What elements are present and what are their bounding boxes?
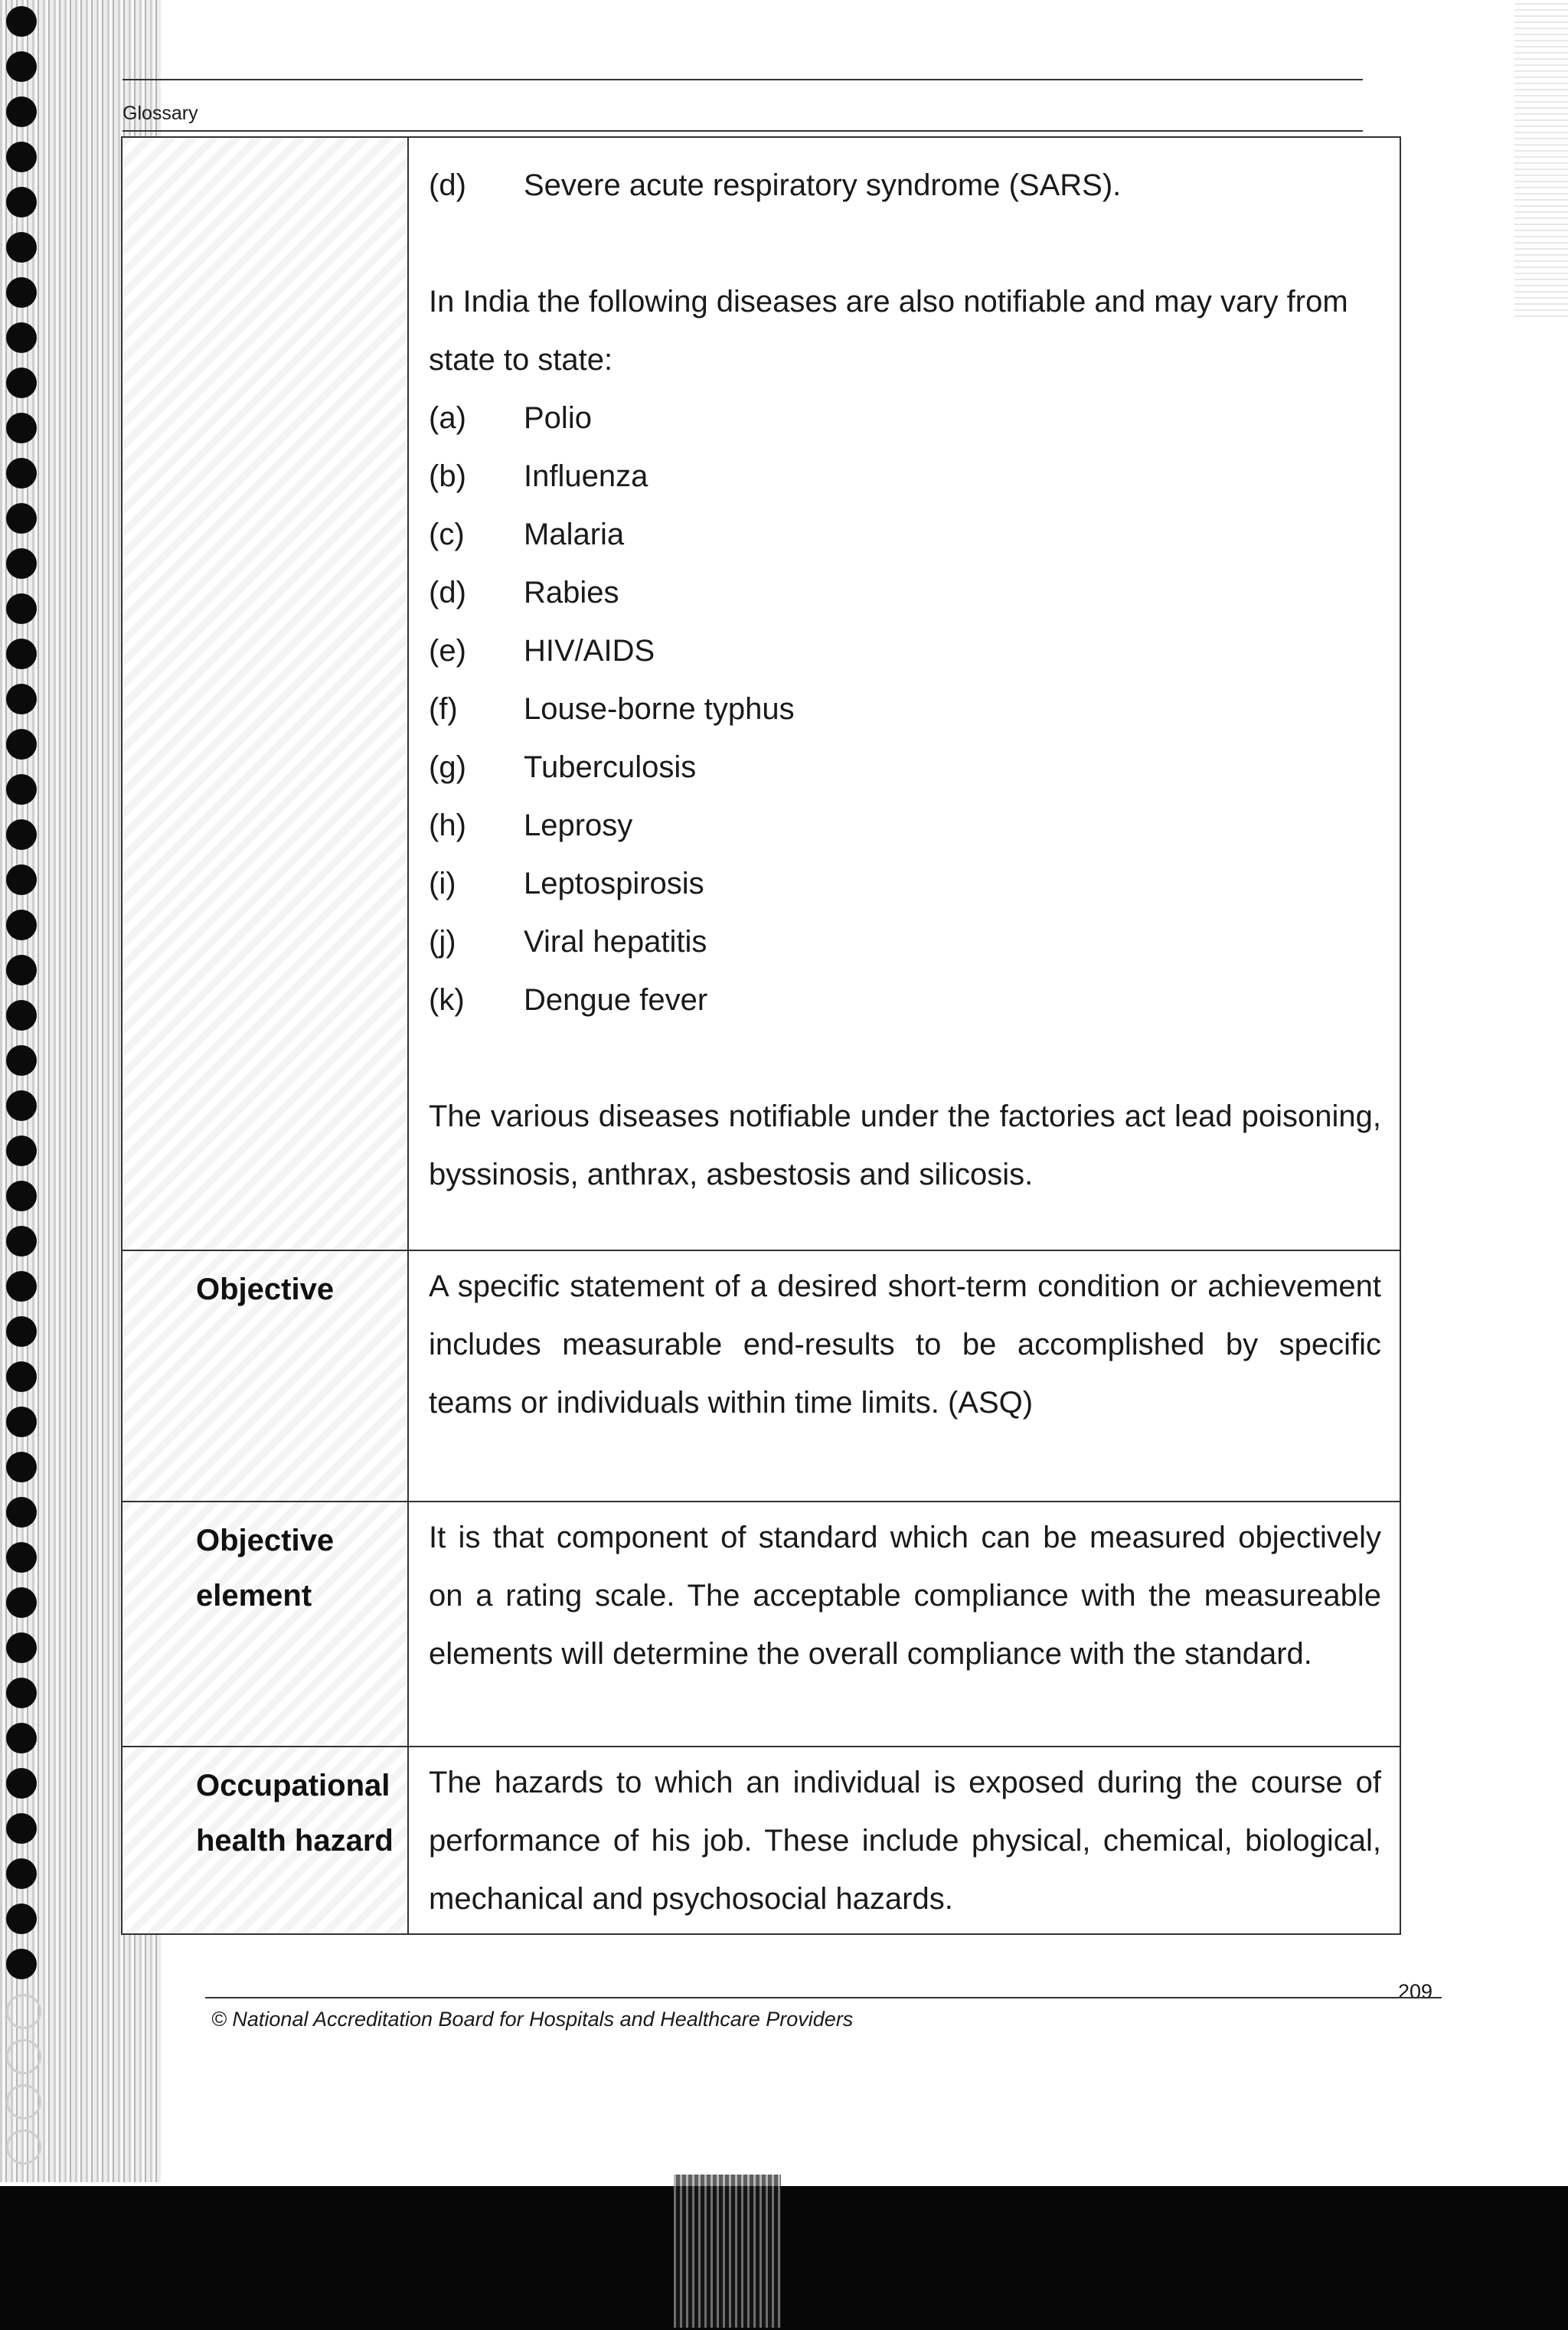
definition-occupational-health-hazard: The hazards to which an individual is exposed during the course of performance of his job. These include physical, chemical, biological, mechanical and psychosocial hazards. xyxy=(429,1766,1381,1916)
punch-hole xyxy=(6,864,37,895)
punch-hole xyxy=(6,187,37,217)
punch-hole xyxy=(6,1994,41,2029)
punch-hole xyxy=(6,1497,37,1528)
row-divider xyxy=(122,1746,1400,1747)
list-item-label: (f) xyxy=(429,692,458,726)
list-item xyxy=(429,855,1381,913)
punch-hole xyxy=(6,684,37,714)
list-item-label: (e) xyxy=(429,634,466,668)
list-item-text: Viral hepatitis xyxy=(524,925,707,959)
list-item-text: Tuberculosis xyxy=(524,750,697,784)
punch-hole xyxy=(6,277,37,308)
punch-hole xyxy=(6,1949,37,1979)
term-objective-element: Objective element xyxy=(196,1524,335,1613)
list-item xyxy=(429,796,1381,855)
punch-hole xyxy=(6,1226,37,1257)
punch-hole xyxy=(6,729,37,760)
punch-hole xyxy=(6,368,37,398)
list-item xyxy=(429,913,1381,971)
punch-hole xyxy=(6,774,37,805)
list-item-text: Severe acute respiratory syndrome (SARS). xyxy=(524,168,1122,202)
list-item xyxy=(429,622,1381,680)
list-item xyxy=(429,389,1381,447)
punch-hole xyxy=(6,1407,37,1437)
list-item-text: Influenza xyxy=(524,459,648,493)
list-item xyxy=(429,447,1381,505)
list-item xyxy=(429,738,1381,796)
punch-hole xyxy=(6,1090,37,1121)
list-item-label: (i) xyxy=(429,867,456,900)
punch-hole xyxy=(6,1000,37,1031)
list-item xyxy=(429,156,1381,214)
header-rule-bottom xyxy=(122,130,1363,132)
punch-hole xyxy=(6,1904,37,1934)
punch-hole xyxy=(6,2039,41,2074)
list-item-text: Leptospirosis xyxy=(524,867,704,900)
footer-copyright: © National Accreditation Board for Hospitals and Healthcare Providers xyxy=(211,2008,854,2031)
punch-hole xyxy=(6,503,37,534)
footer-rule xyxy=(205,1997,1442,1998)
list-item-text: Polio xyxy=(524,401,592,435)
term-objective: Objective xyxy=(196,1273,335,1306)
punch-hole xyxy=(6,819,37,850)
punch-hole xyxy=(6,413,37,443)
page-number: 209 xyxy=(1398,1980,1433,2003)
list-item-label: (d) xyxy=(429,576,466,609)
scan-edge-noise xyxy=(1514,0,1568,322)
punch-hole xyxy=(6,2129,41,2165)
punch-hole xyxy=(6,1587,37,1618)
punch-hole xyxy=(6,1542,37,1573)
punch-hole xyxy=(6,548,37,579)
punch-hole xyxy=(6,1452,37,1482)
list-item-text: Dengue fever xyxy=(524,983,708,1017)
punch-holes xyxy=(6,0,41,2330)
punch-hole xyxy=(6,232,37,263)
punch-hole xyxy=(6,1361,37,1392)
row-divider xyxy=(122,1501,1400,1502)
punch-hole xyxy=(6,1136,37,1166)
punch-hole xyxy=(6,1045,37,1076)
punch-hole xyxy=(6,142,37,172)
notifiable-intro: In India the following diseases are also notifiable and may vary from state to state: xyxy=(429,285,1348,377)
list-item-text: Louse-borne typhus xyxy=(524,692,795,726)
scan-noise xyxy=(674,2175,781,2328)
punch-hole xyxy=(6,1271,37,1302)
punch-hole xyxy=(6,51,37,82)
definition-objective: A specific statement of a desired short-term condition or achievement includes measurable end-results to be accomplished by specific teams or individuals within time limits. (ASQ) xyxy=(429,1270,1381,1420)
list-item xyxy=(429,564,1381,622)
definition-objective-element: It is that component of standard which can be measured objectively on a rating scale. The acceptable compliance with the measureable elements will determine the overall compliance with the standard. xyxy=(429,1521,1381,1671)
punch-hole xyxy=(6,1768,37,1799)
list-item xyxy=(429,680,1381,738)
punch-hole xyxy=(6,458,37,489)
notifiable-list xyxy=(429,389,1381,1029)
punch-hole xyxy=(6,1813,37,1844)
glossary-table xyxy=(121,136,1401,1935)
punch-hole xyxy=(6,910,37,940)
punch-hole xyxy=(6,1723,37,1753)
punch-hole xyxy=(6,593,37,624)
punch-hole xyxy=(6,6,37,37)
list-item xyxy=(429,971,1381,1029)
list-item-label: (a) xyxy=(429,401,466,435)
list-item-label: (b) xyxy=(429,459,466,493)
continued-definition xyxy=(429,156,1381,1204)
list-item-text: Malaria xyxy=(524,518,625,551)
punch-hole xyxy=(6,2084,41,2119)
scan-dark-band xyxy=(0,2186,1568,2330)
list-item-label: (d) xyxy=(429,168,466,202)
list-item-label: (j) xyxy=(429,925,456,959)
punch-hole xyxy=(6,1181,37,1211)
list-item-label: (g) xyxy=(429,750,466,784)
list-item-label: (k) xyxy=(429,983,465,1017)
punch-hole xyxy=(6,955,37,985)
punch-hole xyxy=(6,1678,37,1708)
punch-hole xyxy=(6,1858,37,1889)
notifiable-closing: The various diseases notifiable under the factories act lead poisoning, byssinosis, anthrax, asbestosis and silicosis. xyxy=(429,1100,1381,1191)
term-column xyxy=(122,138,409,1933)
list-item-text: Leprosy xyxy=(524,809,633,842)
punch-hole xyxy=(6,1632,37,1663)
term-occupational-health-hazard: Occupational health hazard xyxy=(196,1769,394,1858)
punch-hole xyxy=(6,1316,37,1347)
list-item-text: HIV/AIDS xyxy=(524,634,655,668)
row-divider xyxy=(122,1250,1400,1251)
list-item-label: (c) xyxy=(429,518,465,551)
punch-hole xyxy=(6,96,37,127)
list-item xyxy=(429,505,1381,564)
punch-hole xyxy=(6,322,37,353)
list-item-label: (h) xyxy=(429,809,466,842)
header-rule-top xyxy=(122,79,1363,80)
list-item-text: Rabies xyxy=(524,576,619,609)
header-title: Glossary xyxy=(122,103,198,124)
punch-hole xyxy=(6,639,37,669)
